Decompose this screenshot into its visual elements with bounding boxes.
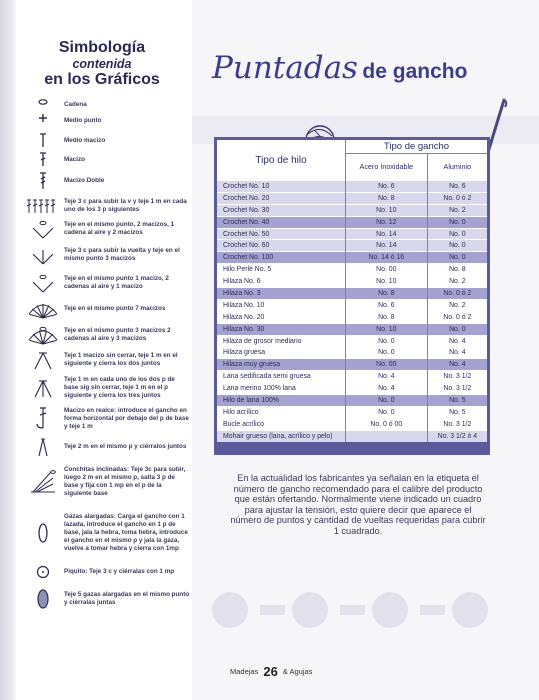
two-stitches-icon (22, 436, 64, 458)
puff-stitch-icon (22, 588, 64, 610)
legend-text: Teje en el mismo punto 1 macizo, 2 cadenas al aire y 1 macizo (64, 275, 169, 290)
legend-text: Teje 1 macizo sin cerrar, teje 1 m en el siguiente y cierra los dos juntos (64, 352, 178, 367)
legend-item (22, 375, 190, 401)
legend-item (22, 300, 190, 318)
header-group: Tipo de gancho (346, 140, 488, 154)
inclined-shell-icon (22, 468, 64, 496)
cell-hilo: Hilaza No. 20 (217, 311, 346, 323)
cell-hilo: Crochet No. 20 (217, 192, 346, 204)
legend-item (22, 436, 190, 458)
cell-acero: No. 8 (346, 311, 428, 323)
legend-text: Teje en el mismo punto 3 macizos 2 cadenas al aire y 3 macizos (64, 327, 171, 342)
cell-aluminio: No. 4 (427, 335, 487, 347)
cell-hilo: Crochet No. 10 (217, 181, 346, 193)
cell-hilo: Crochet No. 100 (217, 252, 346, 264)
cell-hilo: Crochet No. 50 (217, 228, 346, 240)
cell-acero: No. 0 (346, 335, 428, 347)
table-row (217, 418, 487, 430)
cell-hilo: Hilaza de grosor mediano (217, 335, 346, 347)
legend-item (22, 152, 190, 168)
header-acero: Acero Inoxidable (346, 154, 428, 181)
cell-aluminio: No. 3 1/2 (427, 383, 487, 395)
cell-hilo: Hilaza No. 3 (217, 288, 346, 300)
legend-text: Macizo en realce: introduce el gancho en forma horizontal por debajo del p de base y teje 1 m (64, 407, 189, 430)
title-script: Puntadas (212, 50, 358, 86)
cell-acero: No. 00 (346, 264, 428, 276)
cell-aluminio: No. 0 (427, 252, 487, 264)
cell-hilo: Crochet No. 30 (217, 204, 346, 216)
legend-item (22, 172, 190, 190)
table-row (217, 204, 487, 216)
cell-acero: No. 4 (346, 383, 428, 395)
cell-aluminio: No. 2 (427, 276, 487, 288)
sidebar-title-line1: Simbología (58, 39, 146, 56)
legend-text: Medio macizo (64, 137, 106, 144)
legend-text: Macizo Doble (64, 177, 105, 184)
table-row (217, 323, 487, 335)
table-row (217, 383, 487, 395)
cell-acero: No. 14 (346, 240, 428, 252)
legend-item (22, 115, 190, 127)
cluster-decrease-icon (22, 377, 64, 399)
cell-acero: No. 6 (346, 181, 428, 193)
legend-text: Cadena (64, 101, 87, 108)
table-row (217, 395, 487, 407)
cell-aluminio: No. 2 (427, 204, 487, 216)
cell-aluminio: No. 2 (427, 299, 487, 311)
cell-aluminio: No. 0 (427, 240, 487, 252)
table-body (217, 181, 487, 442)
cell-aluminio: No. 0 (427, 228, 487, 240)
footer-right: & Agujas (282, 667, 313, 676)
legend-text: Macizo (64, 156, 85, 163)
table-row (217, 347, 487, 359)
cell-acero: No. 10 (346, 323, 428, 335)
cell-hilo: Hilaza No. 10 (217, 299, 346, 311)
plus-icon (22, 112, 64, 130)
cell-hilo: Crochet No. 60 (217, 240, 346, 252)
sidebar-title-line3: en los Gráficos (44, 71, 160, 88)
legend-item (22, 324, 190, 346)
cell-aluminio: No. 0 ó 2 (427, 311, 487, 323)
cell-hilo: Lana merino 100% lana (217, 383, 346, 395)
cell-hilo: Hilaza No. 30 (217, 323, 346, 335)
cluster-fan-icon (22, 324, 64, 346)
header-hilo: Tipo de hilo (217, 140, 346, 181)
legend-item (22, 100, 190, 110)
cell-hilo: Lana sedificada semi gruesa (217, 371, 346, 383)
table-row (217, 406, 487, 418)
legend-text: Teje 5 gazas alargadas en el mismo punto y ciérralas juntas (64, 591, 190, 606)
row-of-stitches-icon (22, 197, 64, 215)
relief-stitch-icon (22, 406, 64, 432)
page-title (212, 50, 532, 100)
cell-hilo: Hilo Perlé No. 5 (217, 264, 346, 276)
decrease-icon (22, 349, 64, 371)
shell-icon (22, 244, 64, 266)
cell-acero: No. 14 ó 16 (346, 252, 428, 264)
cell-hilo: Mohair grueso (lana, acrílico y pelo) (217, 430, 346, 441)
v-chain-icon (22, 272, 64, 294)
table-row (217, 228, 487, 240)
legend-text: Medio punto (64, 117, 102, 124)
picot-icon (22, 564, 64, 580)
legend-text: Teje 3 c para subir la v y teje 1 m en cada uno de los 3 p siguientes (64, 198, 187, 213)
legend-text: Piquito: Teje 3 c y ciérralas con 1 mp (64, 568, 175, 575)
table-row (217, 216, 487, 228)
table-row (217, 299, 487, 311)
legend-item (22, 508, 190, 558)
table-row (217, 264, 487, 276)
legend-item (22, 405, 190, 433)
cell-hilo: Hilo acrílico (217, 406, 346, 418)
hook-size-table (214, 137, 490, 455)
cell-aluminio: No. 4 (427, 359, 487, 371)
table-row (217, 240, 487, 252)
elongated-loop-icon (22, 522, 64, 544)
table-row (217, 311, 487, 323)
table-row (217, 288, 487, 300)
legend-text: Teje 1 m en cada uno de los dos p de base sig sin cerrar, teje 1 m en el p siguiente y cierra los tres juntos (64, 376, 175, 399)
cell-aluminio: No. 0 ó 2 (427, 288, 487, 300)
cell-aluminio: No. 5 (427, 395, 487, 407)
table-row (217, 335, 487, 347)
sidebar-title-line2: contenida (72, 57, 132, 71)
cell-aluminio: No. 3 1/2 ó 4 (427, 430, 487, 441)
table-row (217, 371, 487, 383)
legend-text: Teje en el mismo punto 7 macizos (64, 305, 166, 312)
legend-text: Conchitas inclinadas: Teje 3c para subir, luego 2 m en el mismo p, salta 3 p de base y fija con 1 mp en el p de la siguiente base (64, 466, 186, 497)
cell-acero: No. 0 (346, 347, 428, 359)
legend-item (22, 244, 190, 266)
legend-item (22, 133, 190, 149)
cell-acero: No. 14 (346, 228, 428, 240)
cell-acero: No. 12 (346, 216, 428, 228)
cell-hilo: Bucle acrílico (217, 418, 346, 430)
table-row (217, 252, 487, 264)
cell-acero: No. 0 (346, 406, 428, 418)
cell-acero: No. 0 ó 00 (346, 418, 428, 430)
cell-hilo: Hilaza gruesa (217, 347, 346, 359)
table-row (217, 430, 487, 441)
legend-item (22, 588, 190, 610)
page-binding (0, 0, 14, 700)
cell-aluminio: No. 4 (427, 347, 487, 359)
legend-text: Gazas alargadas: Carga el gancho con 1 lazada, introduce el gancho en 1 p de base, jala la hebra, toma hebra, introduce el gancho en el mismo p y jala la gaza, vuelve a tomar hebra y cierra con 1mp (64, 513, 188, 552)
decorative-pattern (200, 565, 530, 655)
body-paragraph: En la actualidad los fabricantes ya señalan en la etiqueta el número de gancho recomendado para el calibre del producto que están ofertando. Normalmente viene indicado un cuadro para ajustar la tensión, esto quiere decir que aparece el número de puntos y cantidad de vueltas requeridas para cubrir 1 cuadrado. (230, 473, 486, 536)
table-row (217, 181, 487, 193)
cell-hilo: Crochet No. 40 (217, 216, 346, 228)
legend-text: Teje 2 m en el mismo p y ciérralos juntos (64, 443, 187, 450)
table-row (217, 276, 487, 288)
legend-text: Teje en el mismo punto, 2 macizos, 1 cadena al aire y 2 macizos (64, 221, 175, 236)
cell-acero: No. 4 (346, 371, 428, 383)
hook-table (217, 140, 487, 442)
cell-aluminio: No. 0 ó 2 (427, 192, 487, 204)
cell-aluminio: No. 8 (427, 264, 487, 276)
treble-crochet-icon (22, 172, 64, 190)
table-row (217, 359, 487, 371)
footer-left: Madejas (230, 667, 259, 676)
cell-acero: No. 10 (346, 204, 428, 216)
cell-aluminio: No. 0 (427, 216, 487, 228)
cell-hilo: Hilaza muy gruesa (217, 359, 346, 371)
legend-item (22, 196, 190, 216)
legend-item (22, 348, 190, 372)
header-aluminio: Aluminio (427, 154, 487, 181)
page-number: 26 (263, 664, 278, 679)
cell-aluminio: No. 0 (427, 323, 487, 335)
cell-acero: No. 6 (346, 299, 428, 311)
cell-acero: No. 00 (346, 359, 428, 371)
cell-hilo: Hilaza No. 6 (217, 276, 346, 288)
legend-item (22, 271, 190, 295)
cell-aluminio: No. 6 (427, 181, 487, 193)
table-row (217, 192, 487, 204)
cell-acero: No. 0 (346, 395, 428, 407)
v-stitch-icon (22, 218, 64, 240)
title-bold: de gancho (362, 60, 468, 83)
legend-item (22, 467, 190, 497)
sidebar-title (22, 40, 182, 88)
legend-item (22, 219, 190, 239)
cell-hilo: Hilo de lana 100% (217, 395, 346, 407)
cell-aluminio: No. 3 1/2 (427, 371, 487, 383)
cell-aluminio: No. 3 1/2 (427, 418, 487, 430)
page-footer (230, 664, 350, 679)
cell-acero: No. 8 (346, 288, 428, 300)
legend-item (22, 565, 190, 579)
cell-acero (346, 430, 428, 441)
legend-text: Teje 3 c para subir la vuelta y teje en el mismo punto 3 macizos (64, 247, 180, 262)
cell-acero: No. 10 (346, 276, 428, 288)
half-double-icon (22, 132, 64, 150)
cell-acero: No. 8 (346, 192, 428, 204)
cell-aluminio: No. 5 (427, 406, 487, 418)
double-crochet-icon (22, 151, 64, 169)
fan-icon (22, 298, 64, 320)
